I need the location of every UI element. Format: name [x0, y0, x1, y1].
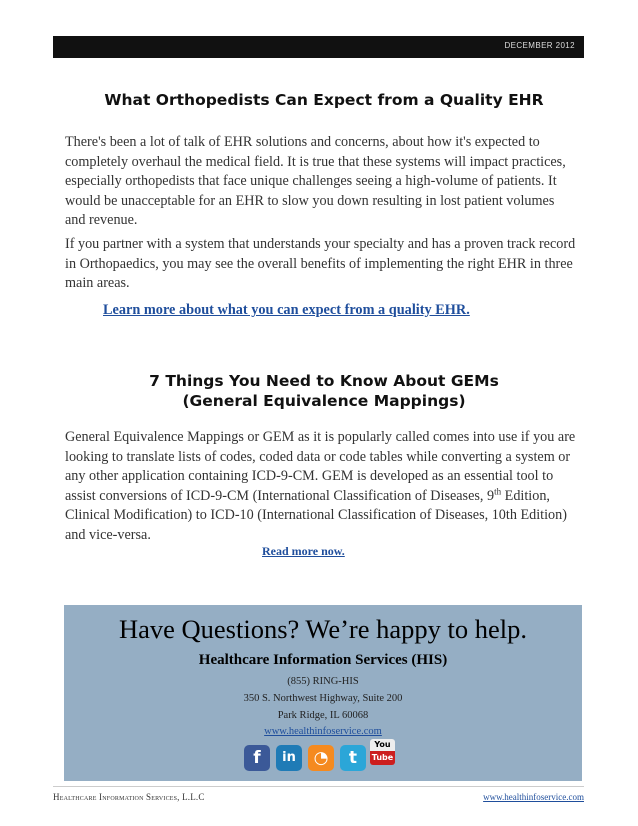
- contact-org-name: Healthcare Information Services (HIS): [198, 652, 448, 668]
- contact-website-row: [64, 726, 582, 737]
- rss-icon[interactable]: ◔: [308, 745, 334, 771]
- footer-company: Healthcare Information Services, L.L.C: [53, 792, 205, 802]
- contact-headline: Have Questions? We’re happy to help.: [118, 614, 527, 644]
- issue-date: DECEMBER 2012: [504, 41, 575, 50]
- twitter-icon[interactable]: t: [340, 745, 366, 771]
- youtube-icon-top: You: [370, 739, 395, 751]
- header-bar: [53, 36, 584, 58]
- article1-paragraph2: If you partner with a system that understands your specialty and has a proven track record in Orthopaedics, you may see the overall benefits of implementing the right EHR in three main areas.: [65, 236, 576, 291]
- article2-title: [64, 371, 584, 411]
- contact-box: [64, 605, 582, 781]
- footer: [53, 786, 584, 802]
- contact-website-link[interactable]: www.healthinfoservice.com: [264, 726, 382, 737]
- ordinal-suffix: th: [494, 485, 502, 496]
- article1-paragraph1: There's been a lot of talk of EHR solutions and concerns, about how it's expected to completely overhaul the medical field. It is true that these systems will impact practices, especially orthopedists that face unique challenges seeing a high-volume of patients. It would be unacceptable for an EHR to slow you down resulting in lost patient volumes and revenue.: [65, 134, 566, 228]
- contact-phone: (855) RING-HIS: [287, 676, 359, 687]
- contact-address2: Park Ridge, IL 60068: [277, 710, 369, 721]
- article2-title-line1: 7 Things You Need to Know About GEMs: [149, 372, 499, 390]
- article2-paragraph-part1: General Equivalence Mappings or GEM as it is popularly called comes into use if you are looking to translate lists of codes, coded data or code tables while converting a system or any other application containing ICD-9-CM. GEM is developed as an essential tool to assist conversions of ICD-9-CM (International Classification of Diseases, 9: [65, 429, 576, 504]
- article2-paragraph-part2: Edition, Clinical Modification) to ICD-10 (International Classification of Diseases, 10th Edition) and vice-versa.: [65, 487, 567, 543]
- article1-title: What Orthopedists Can Expect from a Quality EHR: [104, 91, 544, 109]
- facebook-icon[interactable]: f: [244, 745, 270, 771]
- article2-read-more-link[interactable]: Read more now.: [262, 544, 345, 558]
- article2-paragraph: [65, 428, 577, 545]
- linkedin-icon[interactable]: in: [276, 745, 302, 771]
- article2-title-line2: (General Equivalence Mappings): [182, 392, 466, 410]
- article1-learn-more-link[interactable]: Learn more about what you can expect from a quality EHR.: [103, 302, 470, 318]
- youtube-icon-bottom: Tube: [370, 751, 395, 765]
- contact-address1: 350 S. Northwest Highway, Suite 200: [243, 693, 403, 704]
- footer-website-link[interactable]: www.healthinfoservice.com: [483, 792, 584, 802]
- youtube-icon[interactable]: [370, 739, 395, 771]
